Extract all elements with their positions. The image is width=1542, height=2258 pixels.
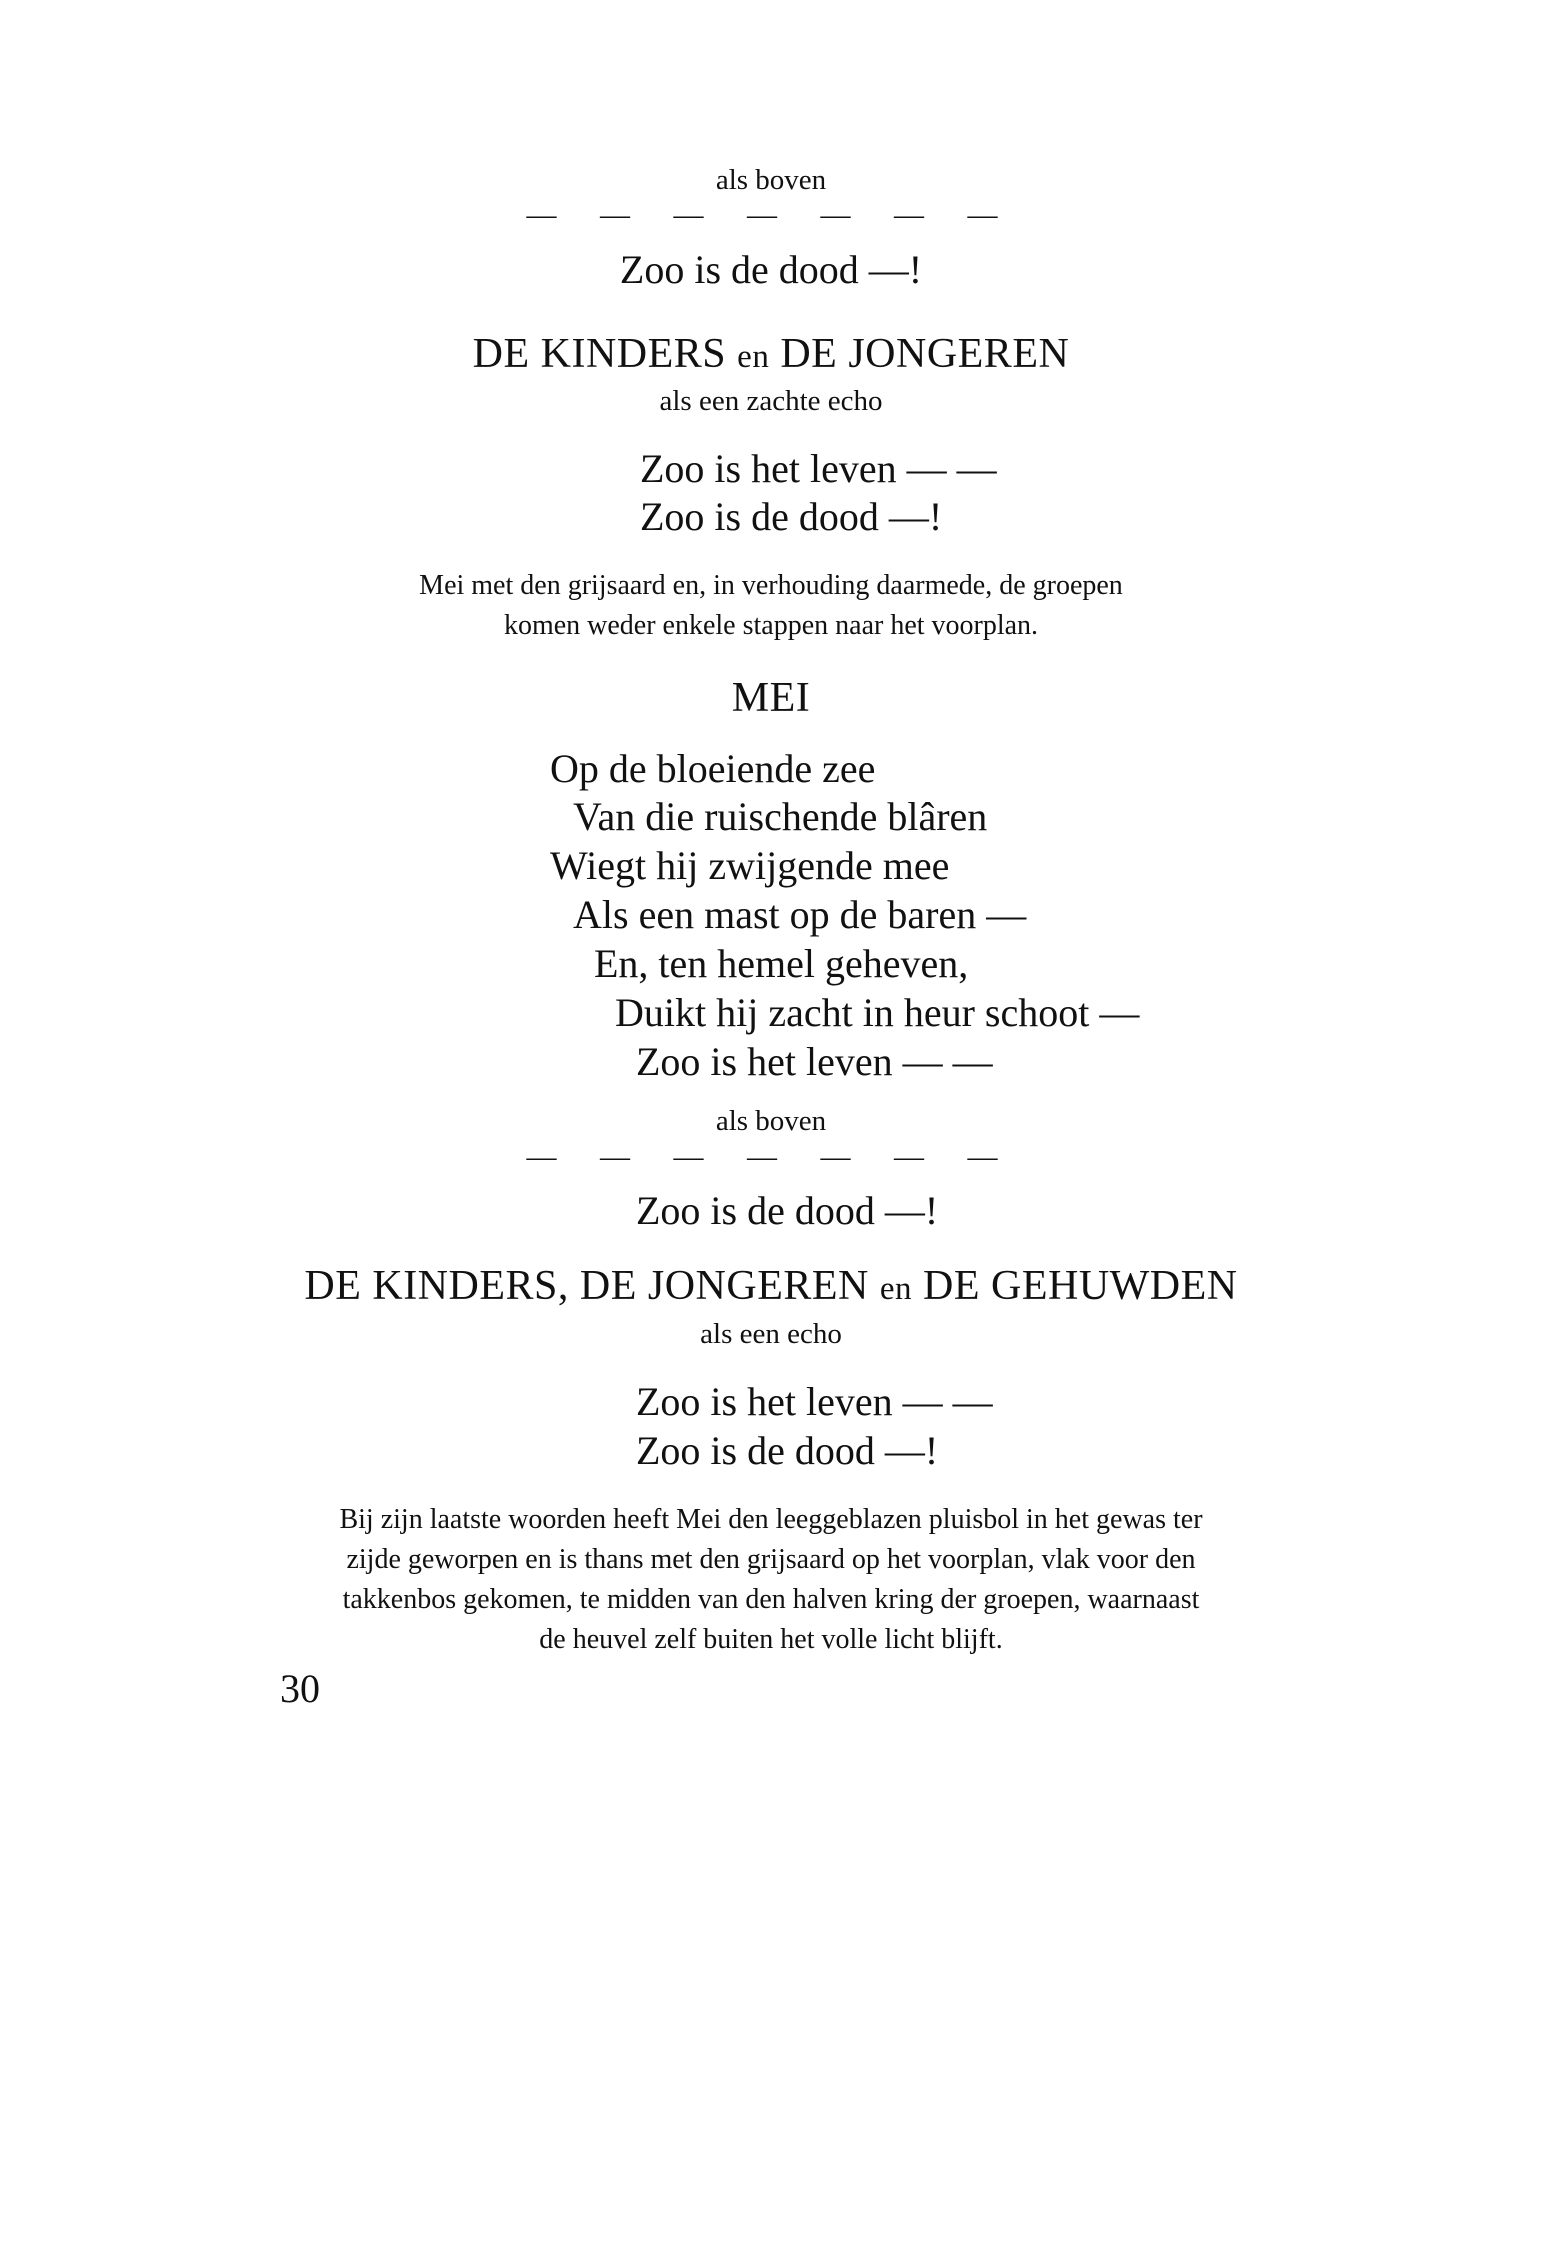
poem-line: Op de bloeiende zee bbox=[550, 746, 876, 791]
stage-direction-line: zijde geworpen en is thans met den grijsaard op het voorplan, vlak voor den bbox=[346, 1544, 1196, 1575]
speaker-name: DE KINDERS bbox=[472, 331, 727, 377]
poem-line: Van die ruischende blâren bbox=[573, 794, 988, 839]
stage-note-as-above: als boven bbox=[715, 164, 827, 196]
stage-direction-line: takkenbos gekomen, te midden van den halven kring der groepen, waarnaast bbox=[342, 1584, 1200, 1615]
poem-line: Als een mast op de baren — bbox=[573, 892, 1027, 937]
speaker-heading bbox=[0, 1262, 1542, 1310]
verse-line: Zoo is de dood —! bbox=[640, 494, 943, 539]
stage-note-as-above: als boven bbox=[715, 1105, 827, 1137]
dash-line: — — — — — — — bbox=[526, 198, 1016, 231]
stage-direction-line: de heuvel zelf buiten het volle licht blijft. bbox=[539, 1624, 1003, 1655]
stage-direction-line: komen weder enkele stappen naar het voorplan. bbox=[503, 610, 1039, 641]
speaker-name: DE GEHUWDEN bbox=[923, 1263, 1238, 1309]
stage-direction-line: Bij zijn laatste woorden heeft Mei den leeggeblazen pluisbol in het gewas ter bbox=[339, 1504, 1203, 1535]
speaker-name: DE KINDERS, DE JONGEREN bbox=[304, 1263, 869, 1309]
verse-line: Zoo is de dood —! bbox=[636, 1428, 939, 1473]
dash-line: — — — — — — — bbox=[526, 1140, 1016, 1173]
stage-note: als een echo bbox=[700, 1318, 842, 1350]
verse-line: Zoo is de dood —! bbox=[636, 1188, 939, 1233]
verse-line: Zoo is de dood —! bbox=[619, 247, 923, 292]
page-number: 30 bbox=[280, 1666, 320, 1711]
verse-line: Zoo is het leven — — bbox=[636, 1379, 993, 1424]
verse-line: Zoo is het leven — — bbox=[640, 446, 997, 491]
poem-line: Duikt hij zacht in heur schoot — bbox=[615, 990, 1140, 1035]
speaker-conjunction: en bbox=[737, 339, 770, 375]
poem-line: Wiegt hij zwijgende mee bbox=[550, 843, 950, 888]
speaker-name: DE JONGEREN bbox=[780, 331, 1070, 377]
speaker-heading bbox=[0, 330, 1542, 378]
speaker-heading: MEI bbox=[731, 675, 811, 721]
speaker-conjunction: en bbox=[879, 1271, 913, 1307]
poem-line: En, ten hemel geheven, bbox=[594, 941, 969, 986]
stage-note: als een zachte echo bbox=[659, 385, 883, 417]
poem-line: Zoo is het leven — — bbox=[636, 1039, 993, 1084]
stage-direction-line: Mei met den grijsaard en, in verhouding daarmede, de groepen bbox=[419, 570, 1123, 601]
